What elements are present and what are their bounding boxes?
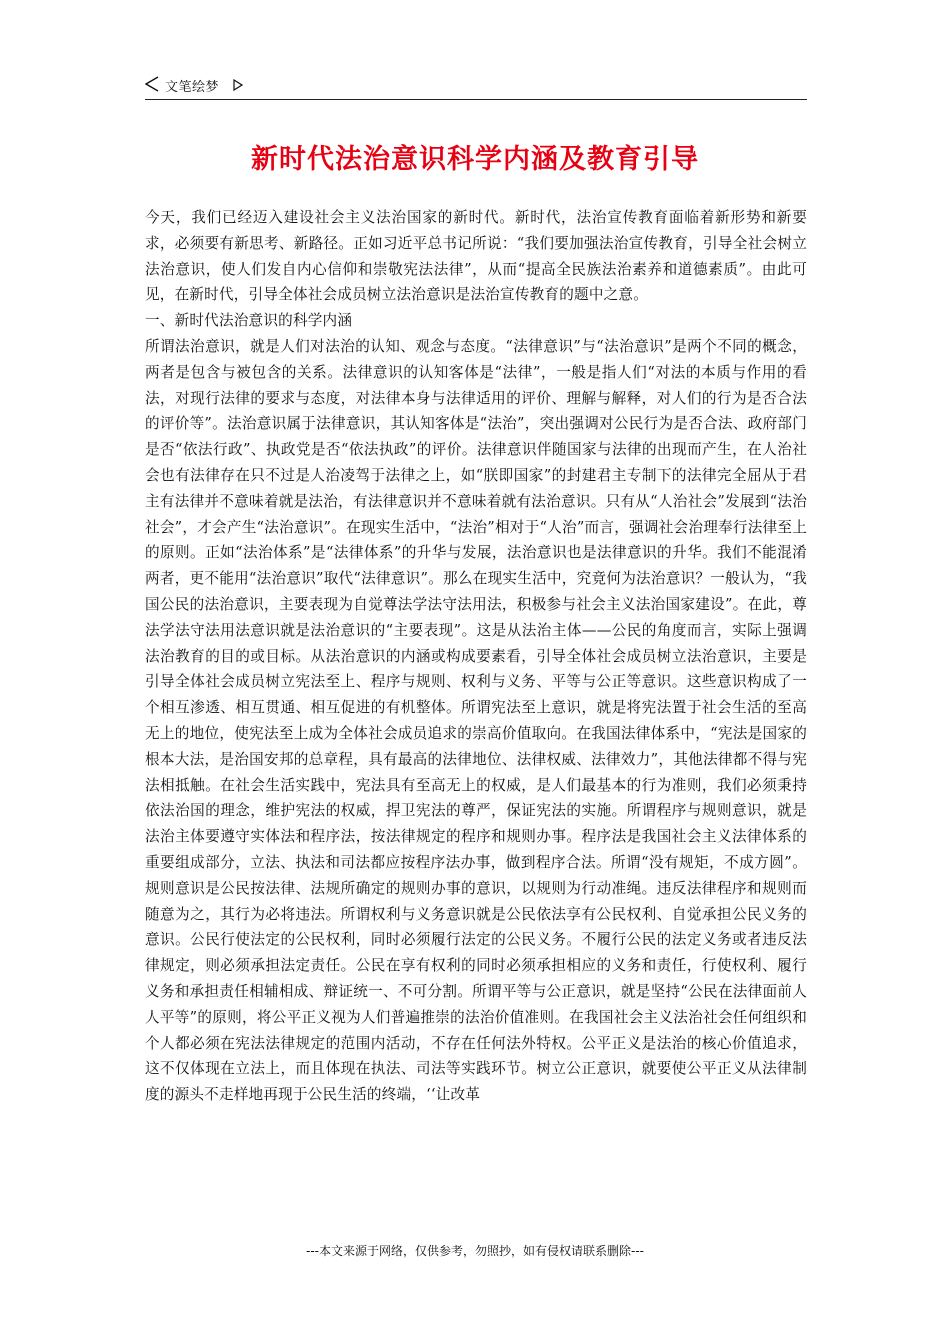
document-body (145, 205, 807, 1108)
paragraph-main: 所谓法治意识，就是人们对法治的认知、观念与态度。“法律意识”与“法治意识”是两个不同的概念，两者是包含与被包含的关系。法律意识的认知客体是“法律”，一般是指人们“对法的本质与作用的看法，对现行法律的要求与态度，对法律本身与法律适用的评价、理解与解释，对人们的行为是否合法的评价等”。法治意识属于法律意识，其认知客体是“法治”，突出强调对公民行为是否合法、政府部门是否“依法行政”、执政党是否“依法执政”的评价。法律意识伴随国家与法律的出现而产生，在人治社会也有法律存在只不过是人治凌驾于法律之上，如“朕即国家”的封建君主专制下的法律完全屈从于君主有法律并不意味着就是法治，有法律意识并不意味着就有法治意识。只有从“人治社会”发展到“法治社会”，才会产生“法治意识”。在现实生活中，“法治”相对于“人治”而言，强调社会治理奉行法律至上的原则。正如“法治体系”是“法律体系”的升华与发展，法治意识也是法律意识的升华。我们不能混淆两者，更不能用“法治意识”取代“法律意识”。那么在现实生活中，究竟何为法治意识？一般认为，“我国公民的法治意识，主要表现为自觉尊法学法守法用法，积极参与社会主义法治国家建设”。在此，尊法学法守法用法意识就是法治意识的“主要表现”。这是从法治主体——公民的角度而言，实际上强调法治教育的目的或目标。从法治意识的内涵或构成要素看，引导全体社会成员树立法治意识，主要是引导全体社会成员树立宪法至上、程序与规则、权利与义务、平等与公正等意识。这些意识构成了一个相互渗透、相互贯通、相互促进的有机整体。所谓宪法至上意识，就是将宪法置于社会生活的至高无上的地位，使宪法至上成为全体社会成员追求的崇高价值取向。在我国法律体系中，“宪法是国家的根本大法，是治国安邦的总章程，具有最高的法律地位、法律权威、法律效力”，其他法律都不得与宪法相抵触。在社会生活实践中，宪法具有至高无上的权威，是人们最基本的行为准则，我们必须秉持依法治国的理念，维护宪法的权威，捍卫宪法的尊严，保证宪法的实施。所谓程序与规则意识，就是法治主体要遵守实体法和程序法，按法律规定的程序和规则办事。程序法是我国社会主义法律体系的重要组成部分，立法、执法和司法都应按程序法办事，做到程序合法。所谓“没有规矩，不成方圆”。规则意识是公民按法律、法规所确定的规则办事的意识，以规则为行动准绳。违反法律程序和规则而随意为之，其行为必将违法。所谓权利与义务意识就是公民依法享有公民权利、自觉承担公民义务的意识。公民行使法定的公民权利，同时必须履行法定的公民义务。不履行公民的法定义务或者违反法律规定，则必须承担法定责任。公民在享有权利的同时必须承担相应的义务和责任，行使权利、履行义务和承担责任相辅相成、辩证统一、不可分割。所谓平等与公正意识，就是坚持“公民在法律面前人人平等”的原则，将公平正义视为人们普遍推崇的法治价值准则。在我国社会主义法治社会任何组织和个人都必须在宪法法律规定的范围内活动，不存在任何法外特权。公平正义是法治的核心价值追求，这不仅体现在立法上，而且体现在执法、司法等实践环节。树立公正意识，就要使公平正义从法律制度的源头不走样地再现于公民生活的终端，‘‘让改革 (145, 337, 807, 1104)
page-header (145, 74, 807, 98)
footer-notice: ---本文来源于网络，仅供参考，勿照抄，如有侵权请联系删除--- (306, 1244, 644, 1258)
paragraph-intro: 今天，我们已经迈入建设社会主义法治国家的新时代。新时代，法治宣传教育面临着新形势和新要求，必须要有新思考、新路径。正如习近平总书记所说：“我们要加强法治宣传教育，引导全社会树立法治意识，使人们发自内心信仰和崇敬宪法法律”，从而“提高全民族法治素养和道德素质”。由此可见，在新时代，引导全体社会成员树立法治意识是法治宣传教育的题中之意。 (145, 209, 807, 304)
section-heading: 一、新时代法治意识的科学内涵 (145, 312, 353, 330)
header-divider (145, 99, 807, 100)
header-label: 文笔绘梦 (165, 80, 220, 95)
triangle-right-icon (233, 79, 243, 91)
document-title: 新时代法治意识科学内涵及教育引导 (251, 144, 699, 175)
triangle-left-icon (145, 76, 159, 92)
